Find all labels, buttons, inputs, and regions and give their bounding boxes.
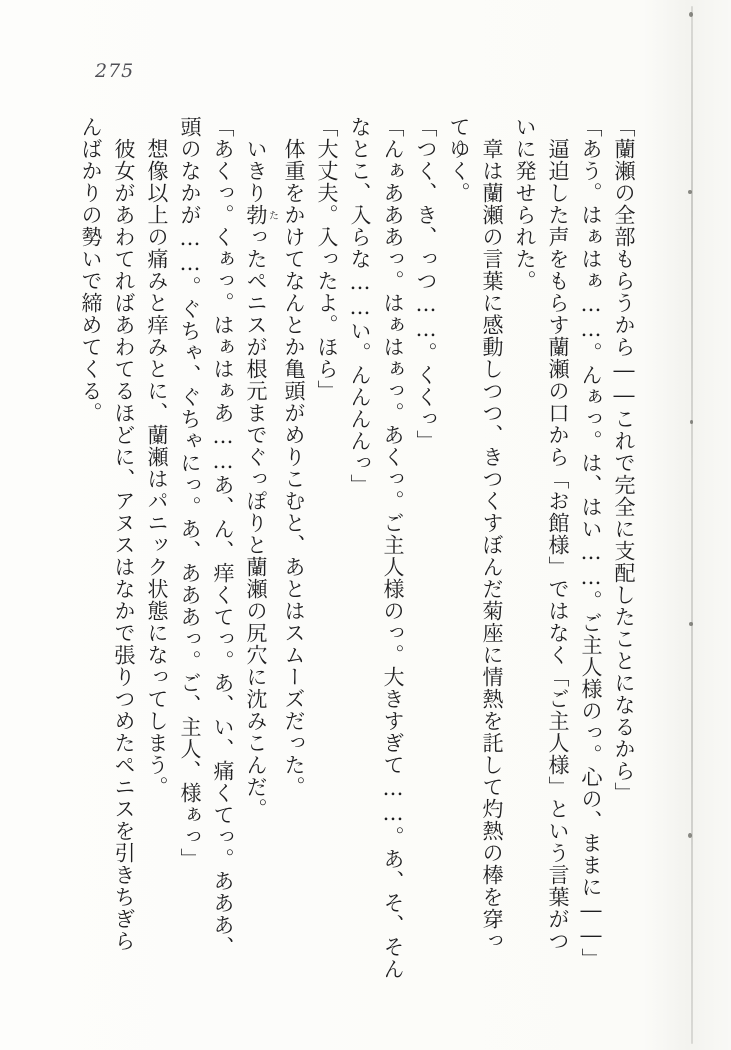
text-column-02: 「あう。はぁはぁ……。んぁっ。は、はい……。ご主人様のっ。心の、ままに――」 [579,116,603,970]
scan-speck [689,622,693,626]
text-column-05: 章は蘭瀬の言葉に感動しつつ、きつくすぼんだ菊座に情熱を託して灼熱の棒を穿っ [480,138,504,952]
text-run: ったペニスが根元までぐっぽりと蘭瀬の尻穴に沈みこんだ。 [244,226,268,820]
text-column-10: 「大丈夫。入ったよ。ほら」 [315,116,339,402]
scan-speck [689,12,693,17]
text-column-14: 頭のなかが……。ぐちゃ、ぐちゃにっ。あ、あああっ。ご、主人、様ぁっ」 [178,116,202,870]
text-column-04: いに発せられた。 [513,116,537,292]
text-body [74,116,640,986]
ruby-base: 勃 [244,204,268,226]
text-column-03: 逼迫した声をもらす蘭瀬の口から「お館様」ではなく「ご主人様」という言葉がつ [546,138,570,952]
ruby-annotated-word [244,204,278,226]
text-column-11: 体重をかけてなんとか亀頭がめりこむと、あとはスムーズだった。 [282,138,306,798]
text-column-15: 想像以上の痛みと痒みとに、蘭瀬はパニック状態になってしまう。 [145,138,169,798]
text-column-08: 「んぁあああっ。はぁはぁっ。あくっ。ご主人様のっ。大きすぎて……。あ、そ、そん [381,116,405,980]
ruby-furigana: た [266,204,278,226]
text-column-09: なとこ、入らな……い。んんんんっ」 [348,116,372,496]
text-column-13: 「あくっ。くぁっ。はぁはぁあ……あ、ん、痒くてっ。あ、い、痛くてっ。あああ、 [211,116,235,958]
scan-speck [690,420,693,424]
scan-page-edge [691,6,693,1044]
page-number: 275 [95,60,135,82]
text-column-07: 「つく、き、っつ……。くくっ」 [414,116,438,452]
text-run: いきり [244,138,268,204]
text-column-06: てゆく。 [447,116,471,204]
scan-speck [688,190,692,194]
text-column-01: 「蘭瀬の全部もらうから――これで完全に支配したことになるから」 [612,116,636,804]
scan-speck [688,833,692,838]
text-column-17: んばかりの勢いで締めてくる。 [79,116,103,424]
text-column-12 [239,116,277,986]
text-column-16: 彼女があわてればあわてるほどに、アヌスはなかで張りつめたペニスを引きちぎら [112,138,136,952]
